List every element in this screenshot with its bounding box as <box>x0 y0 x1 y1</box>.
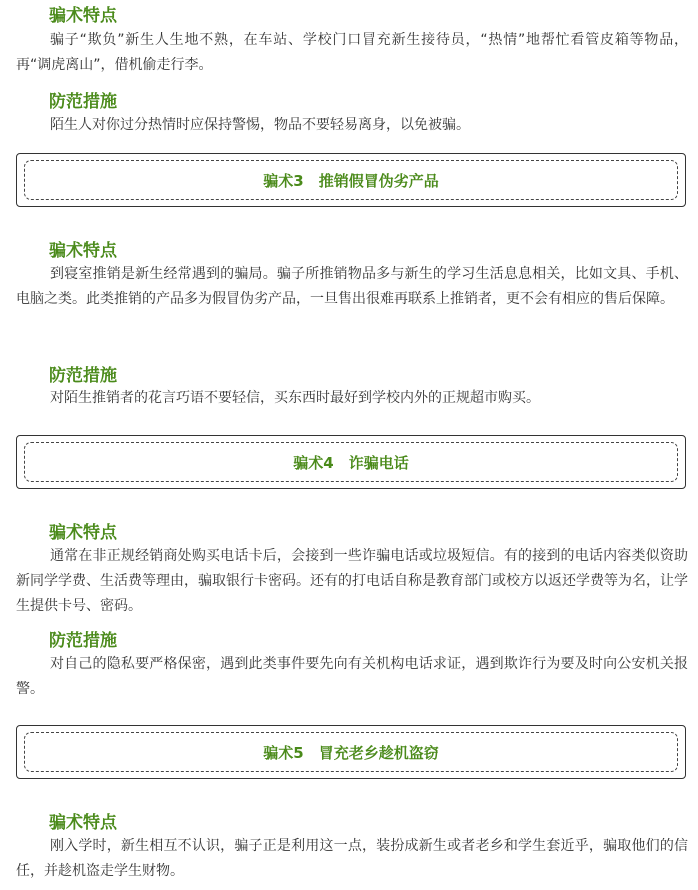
prevention-heading: 防范措施 <box>49 366 117 386</box>
feature-text: 刚入学时，新生相互不认识，骗子正是利用这一点，装扮成新生或者老乡和学生套近乎，骗取他们的信任，并趁机盗走学生财物。 <box>16 838 688 879</box>
section-title-dashed-border <box>24 160 678 200</box>
feature-heading: 骗术特点 <box>49 6 117 26</box>
section-title: 骗术4 诈骗电话 <box>293 453 409 472</box>
section-title: 骗术3 推销假冒伪劣产品 <box>263 171 439 190</box>
section-title-dashed-border <box>24 442 678 482</box>
feature-heading: 骗术特点 <box>49 523 117 543</box>
prevention-heading: 防范措施 <box>49 92 117 112</box>
feature-text: 骗子“欺负”新生人生地不熟，在车站、学校门口冒充新生接待员，“热情”地帮忙看管皮箱等物品，再“调虎离山”，借机偷走行李。 <box>16 32 688 73</box>
prevention-text: 陌生人对你过分热情时应保持警惕，物品不要轻易离身，以免被骗。 <box>50 117 470 133</box>
feature-heading: 骗术特点 <box>49 241 117 261</box>
feature-text: 到寝室推销是新生经常遇到的骗局。骗子所推销物品多与新生的学习生活息息相关，比如文具、手机、电脑之类。此类推销的产品多为假冒伪劣产品，一旦售出很难再联系上推销者，更不会有相应的售后保障。 <box>16 266 688 307</box>
prevention-text: 对陌生推销者的花言巧语不要轻信，买东西时最好到学校内外的正规超市购买。 <box>50 390 540 406</box>
section-title-frame <box>16 725 686 779</box>
section-title-frame <box>16 153 686 207</box>
feature-heading: 骗术特点 <box>49 813 117 833</box>
section-title-dashed-border <box>24 732 678 772</box>
section-title-frame <box>16 435 686 489</box>
prevention-text: 对自己的隐私要严格保密，遇到此类事件要先向有关机构电话求证，遇到欺诈行为要及时向公安机关报警。 <box>16 656 688 697</box>
prevention-heading: 防范措施 <box>49 631 117 651</box>
section-title: 骗术5 冒充老乡趁机盗窃 <box>263 743 439 762</box>
feature-text: 通常在非正规经销商处购买电话卡后，会接到一些诈骗电话或垃圾短信。有的接到的电话内容类似资助新同学学费、生活费等理由，骗取银行卡密码。还有的打电话自称是教育部门或校方以返还学费等为名，让学生提供卡号、密码。 <box>16 548 688 614</box>
